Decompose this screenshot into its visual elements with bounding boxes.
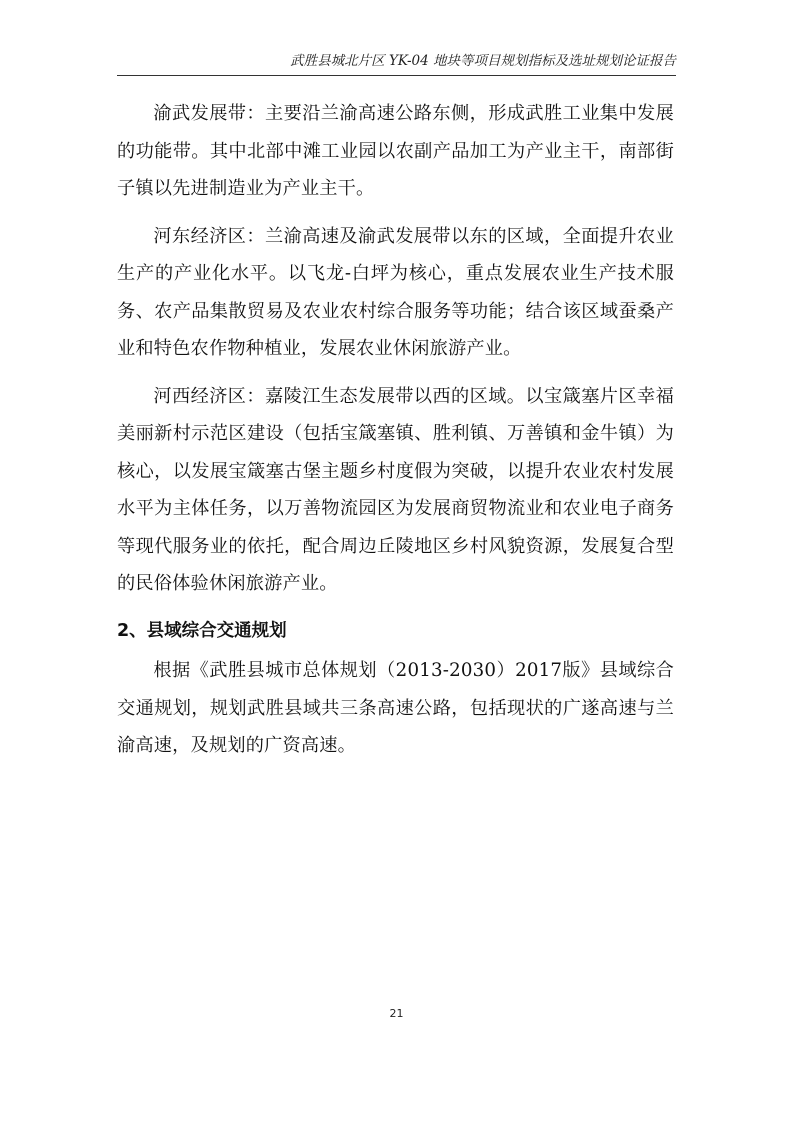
section-heading: 2、县域综合交通规划 (117, 620, 287, 641)
header-divider (117, 75, 676, 76)
running-header: 武胜县城北片区 YK-04 地块等项目规划指标及选址规划论证报告 (290, 53, 676, 69)
page-body (117, 95, 674, 765)
paragraph-yuwu-development-belt: 渝武发展带：主要沿兰渝高速公路东侧，形成武胜工业集中发展的功能带。其中北部中滩工业园以农副产品加工为产业主干，南部街子镇以先进制造业为产业主干。 (117, 103, 674, 199)
paragraph-hedong-economic-zone: 河东经济区：兰渝高速及渝武发展带以东的区域，全面提升农业生产的产业化水平。以飞龙-白坪为核心，重点发展农业生产技术服务、农产品集散贸易及农业农村综合服务等功能；结合该区域蚕桑产业和特色农作物种植业，发展农业休闲旅游产业。 (117, 225, 674, 359)
paragraph-hexi-economic-zone: 河西经济区：嘉陵江生态发展带以西的区域。以宝箴塞片区幸福美丽新村示范区建设（包括宝箴塞镇、胜利镇、万善镇和金牛镇）为核心，以发展宝箴塞古堡主题乡村度假为突破，以提升农业农村发展水平为主体任务，以万善物流园区为发展商贸物流业和农业电子商务等现代服务业的依托，配合周边丘陵地区乡村风貌资源，发展复合型的民俗体验休闲旅游产业。 (117, 385, 674, 594)
paragraph-county-transport-plan: 根据《武胜县城市总体规划（2013-2030）2017版》县域综合交通规划，规划武胜县域共三条高速公路，包括现状的广遂高速与兰渝高速，及规划的广资高速。 (117, 660, 674, 756)
page-number: 21 (389, 1007, 404, 1020)
